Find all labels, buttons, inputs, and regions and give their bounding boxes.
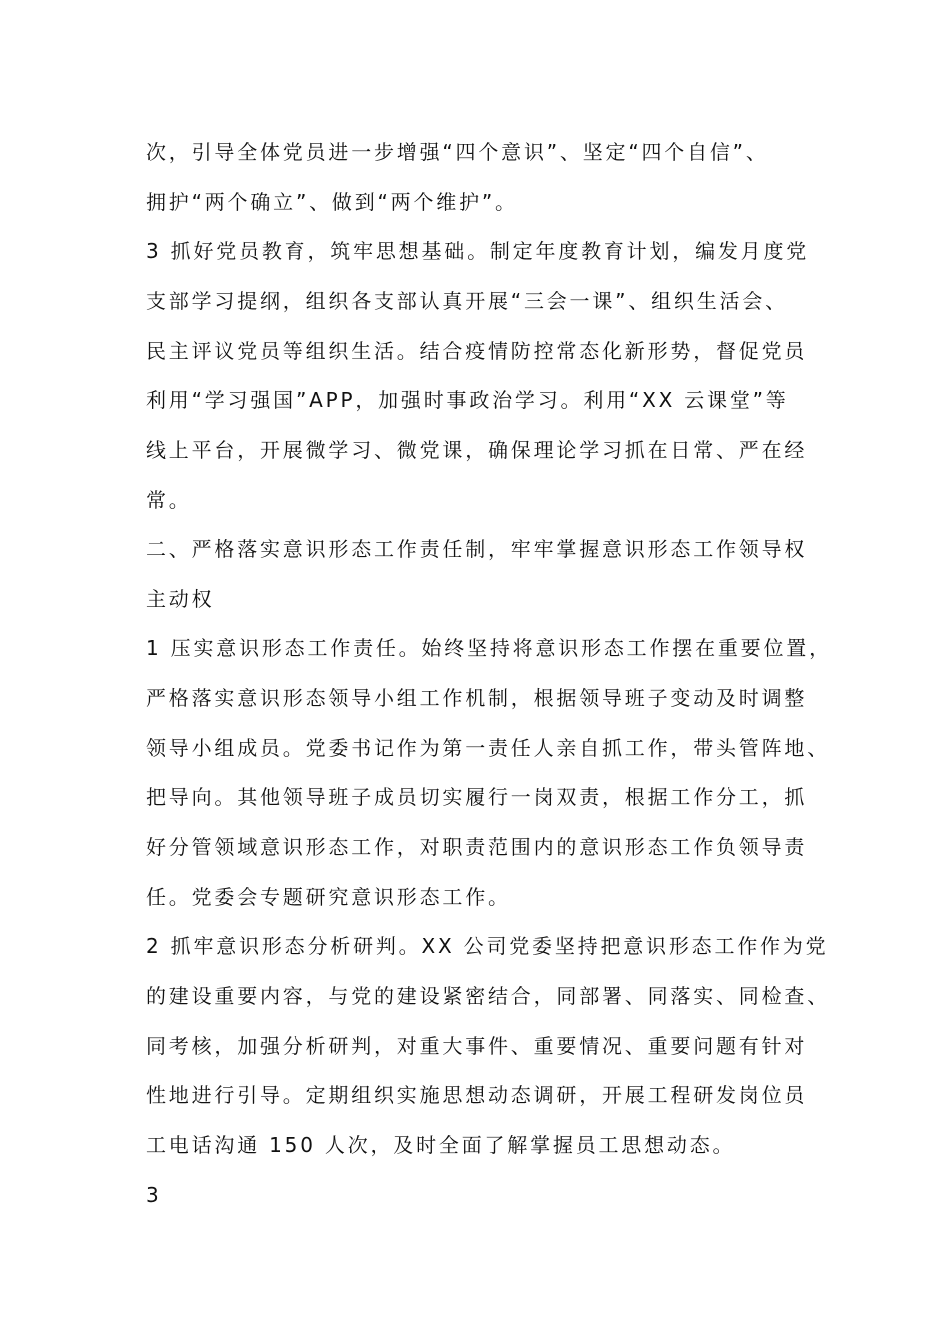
section-item-1-heading-line: 1 压实意识形态工作责任。始终坚持将意识形态工作摆在重要位置， xyxy=(146,636,832,660)
section-item-2-heading-line: 2 抓牢意识形态分析研判。XX 公司党委坚持把意识形态工作作为党 xyxy=(146,934,829,958)
text-line: 民主评议党员等组织生活。结合疫情防控常态化新形势，督促党员 xyxy=(146,339,808,363)
page-number: 3 xyxy=(146,1183,162,1207)
text-line: 线上平台，开展微学习、微党课，确保理论学习抓在日常、严在经 xyxy=(146,438,808,462)
text-line: 工电话沟通 150 人次，及时全面了解掌握员工思想动态。 xyxy=(146,1133,736,1157)
text-line: 的建设重要内容，与党的建设紧密结合，同部署、同落实、同检查、 xyxy=(146,984,830,1008)
section-item-3-heading-line: 3 抓好党员教育，筑牢思想基础。制定年度教育计划，编发月度党 xyxy=(146,239,810,263)
text-line: 拥护“两个确立”、做到“两个维护”。 xyxy=(146,190,518,214)
text-line: 常。 xyxy=(146,488,192,512)
text-line: 次，引导全体党员进一步增强“四个意识”、坚定“四个自信”、 xyxy=(146,140,769,164)
text-line: 任。党委会专题研究意识形态工作。 xyxy=(146,885,511,909)
text-line: 领导小组成员。党委书记作为第一责任人亲自抓工作，带头管阵地、 xyxy=(146,736,830,760)
text-line: 严格落实意识形态领导小组工作机制，根据领导班子变动及时调整 xyxy=(146,686,808,710)
text-line: 支部学习提纲，组织各支部认真开展“三会一课”、组织生活会、 xyxy=(146,289,788,313)
text-line: 性地进行引导。定期组织实施思想动态调研，开展工程研发岗位员 xyxy=(146,1083,808,1107)
text-line: 把导向。其他领导班子成员切实履行一岗双责，根据工作分工，抓 xyxy=(146,785,808,809)
section-heading-line: 主动权 xyxy=(146,587,215,611)
text-line: 同考核，加强分析研判，对重大事件、重要情况、重要问题有针对 xyxy=(146,1034,808,1058)
section-heading-line: 二、严格落实意识形态工作责任制，牢牢掌握意识形态工作领导权 xyxy=(146,537,808,561)
text-line: 利用“学习强国”APP，加强时事政治学习。利用“XX 云课堂”等 xyxy=(146,388,789,412)
text-line: 好分管领域意识形态工作，对职责范围内的意识形态工作负领导责 xyxy=(146,835,808,859)
